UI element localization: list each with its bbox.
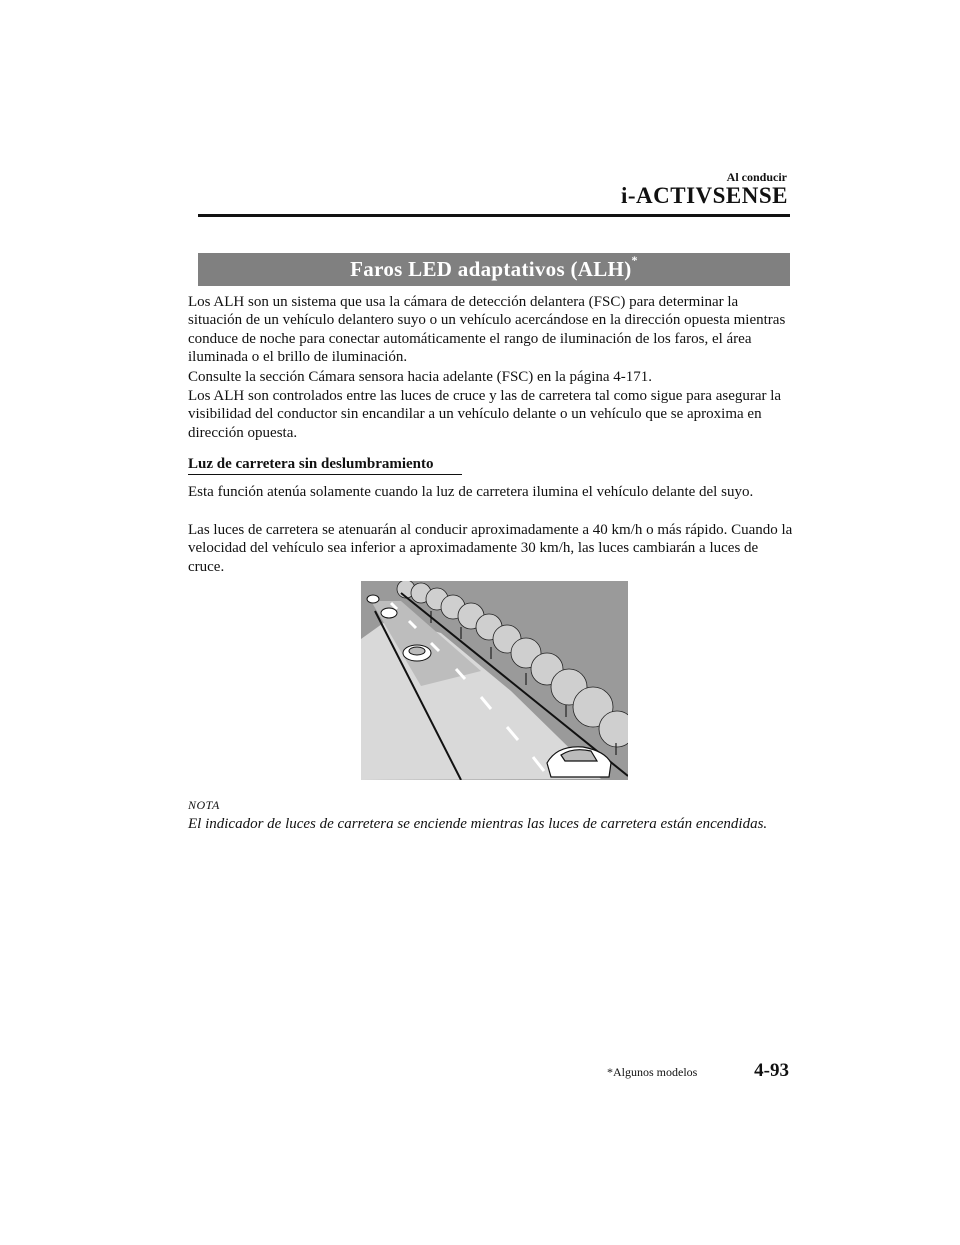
intro-text-3: Los ALH son controlados entre las luces de cruce y las de carretera tal como sigue para asegurar la visibilidad del conductor sin encandilar a un vehículo delante o un vehículo que se aproxima en dirección opuesta. bbox=[188, 388, 782, 441]
intro-text-1: Los ALH son un sistema que usa la cámara de detección delantera (FSC) para determinar la situación de un vehículo delantero suyo o un vehículo acercándose en la dirección opuesta mientras conduce de noche para conectar automáticamente el rango de iluminación de los faros, el área iluminada o el brillo de iluminación. bbox=[188, 294, 786, 365]
subsection-paragraph-2 bbox=[188, 521, 793, 576]
banner-footnote-marker: * bbox=[631, 253, 638, 267]
subsection-paragraph-1 bbox=[188, 483, 793, 501]
subsection-text-1: Esta función atenúa solamente cuando la luz de carretera ilumina el vehículo delante del suyo. bbox=[188, 484, 754, 500]
subsection-text-2: Las luces de carretera se atenuarán al conducir aproximadamente a 40 km/h o más rápido. Cuando la velocidad del vehículo sea inferior a aproximadamente 30 km/h, las luces cambiarán a luces de cruce. bbox=[188, 522, 793, 575]
intro-paragraph-1 bbox=[188, 293, 793, 366]
subsection-underline bbox=[188, 474, 462, 475]
header-rule bbox=[198, 214, 790, 217]
page-number: 4-93 bbox=[754, 1060, 789, 1081]
road-illustration bbox=[361, 581, 628, 780]
subsection-title: Luz de carretera sin deslumbramiento bbox=[188, 456, 434, 472]
intro-text-2: Consulte la sección Cámara sensora hacia adelante (FSC) en la página 4-171. bbox=[188, 369, 653, 385]
vehicle-far bbox=[367, 595, 379, 603]
intro-paragraph-2 bbox=[188, 368, 793, 386]
chapter-title: i-ACTIVSENSE bbox=[620, 183, 788, 208]
intro-paragraph-3 bbox=[188, 387, 793, 442]
vehicle-mid bbox=[381, 608, 397, 618]
section-label: Al conducir bbox=[726, 170, 787, 184]
banner-title: Faros LED adaptativos (ALH) bbox=[350, 257, 632, 281]
section-banner bbox=[198, 253, 790, 286]
vehicle-ahead bbox=[403, 645, 431, 661]
note-label: NOTA bbox=[188, 798, 220, 812]
note-text: El indicador de luces de carretera se enciende mientras las luces de carretera están encendidas. bbox=[188, 816, 768, 832]
footnote: *Algunos modelos bbox=[607, 1065, 698, 1079]
